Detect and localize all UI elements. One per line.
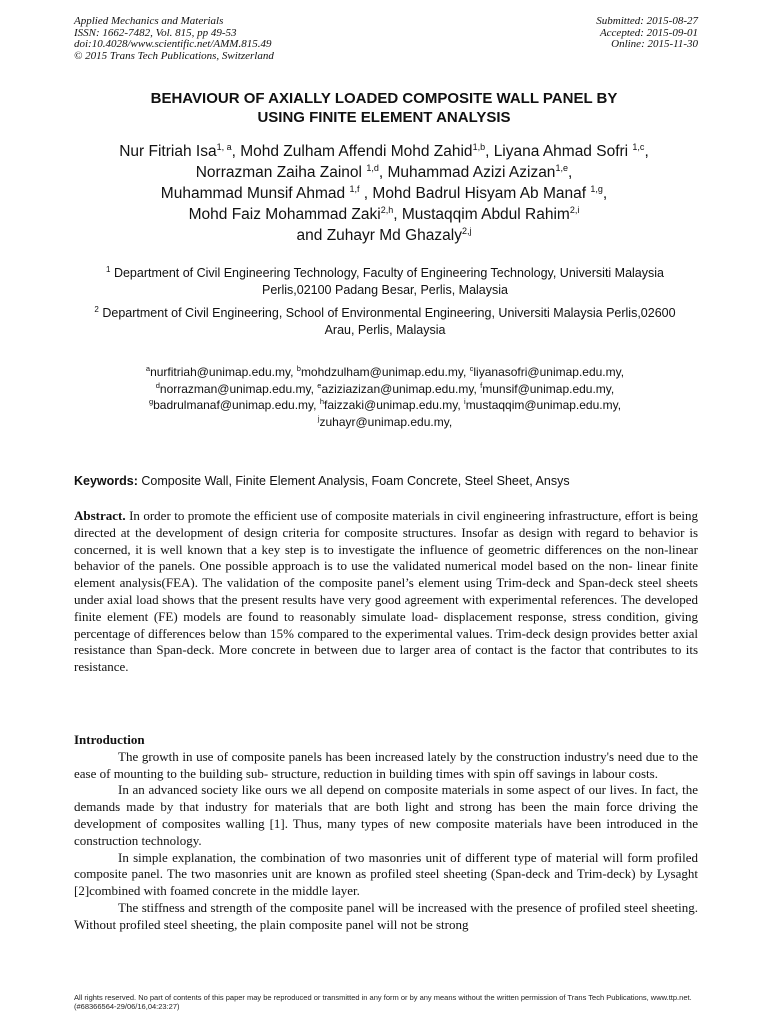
abstract	[74, 508, 698, 676]
email-line-4: $^j$zuhayr@unimap.edu.my,	[317, 413, 453, 429]
author-mark: 1,g	[590, 183, 603, 194]
keywords-label: Keywords:	[74, 474, 138, 488]
online-date: Online: 2015-11-30	[611, 38, 698, 50]
author-list	[60, 141, 708, 246]
email-line-1: $^a$nurfitriah@unimap.edu.my, $^b$mohdzulham@unimap.edu.my, $^c$liyanasofri@unimap.edu.my,	[145, 364, 625, 379]
submitted-date: Submitted: 2015-08-27	[596, 15, 698, 27]
separator: ,	[602, 185, 608, 202]
author-mark: 1,f	[349, 183, 360, 194]
author-name: , Muhammad Azizi Azizan	[378, 164, 556, 181]
introduction-heading: Introduction	[74, 732, 145, 747]
keywords-text: Composite Wall, Finite Element Analysis, Foam Concrete, Steel Sheet, Ansys	[137, 474, 570, 488]
author-line-1	[60, 141, 708, 162]
author-name: Muhammad Munsif Ahmad	[160, 185, 350, 202]
email-list	[90, 364, 680, 430]
affiliation-text: Department of Civil Engineering, School of Environmental Engineering, Universiti Malaysia Perlis,02600 Arau, Perlis, Malaysia	[102, 306, 676, 337]
email-link[interactable]: zuhayr@unimap.edu.my,	[319, 414, 453, 429]
title-line-1: BEHAVIOUR OF AXIALLY LOADED COMPOSITE WALL PANEL BY	[150, 90, 618, 107]
author-name: , Mustaqqim Abdul Rahim	[393, 206, 570, 223]
paragraph: The stiffness and strength of the composite panel will be increased with the presence of profiled steel sheeting. Without profiled steel sheeting, the plain composite panel will not be strong	[74, 899, 698, 932]
author-name: , Mohd Zulham Affendi Mohd Zahid	[231, 143, 473, 160]
author-line-5	[60, 225, 708, 246]
email-line-3: $^g$badrulmanaf@unimap.edu.my, $^h$faizzaki@unimap.edu.my, $^i$mustaqqim@unimap.edu.my,	[148, 397, 622, 412]
paper-title	[74, 89, 694, 127]
abstract-label: Abstract.	[74, 508, 126, 523]
journal-name: Applied Mechanics and Materials	[74, 15, 224, 27]
doi-line: doi:10.4028/www.scientific.net/AMM.815.49	[74, 38, 272, 50]
introduction-section	[74, 732, 698, 934]
affiliation-1	[90, 265, 680, 299]
email-line-2: $^d$norrazman@unimap.edu.my, $^e$aziziazizan@unimap.edu.my, $^f$munsif@unimap.edu.my,	[155, 380, 615, 396]
paragraph: In an advanced society like ours we all depend on composite materials in some aspect of our lives. In fact, the demands made by that industry for materials that are both light and strong has been the main force driving the development of composites walling [1]. Thus, many types of new composite materials have been introduced in the construction technology.	[74, 782, 698, 848]
keywords	[74, 474, 698, 488]
author-name: and Zuhayr Md Ghazaly	[296, 227, 462, 244]
author-line-2	[60, 162, 708, 183]
author-mark: 1,e	[555, 162, 568, 173]
affiliation-mark: 2	[94, 304, 99, 314]
author-mark: 2,j	[461, 225, 472, 236]
affiliation-mark: 1	[106, 264, 111, 274]
separator: ,	[644, 143, 649, 160]
author-line-3	[60, 183, 708, 204]
affiliation-2	[90, 305, 680, 339]
email-link[interactable]: faizzaki@unimap.edu.my,	[324, 398, 465, 412]
abstract-text: In order to promote the efficient use of composite materials in civil engineering infrastructure, effort is being directed at the development of design criteria for composite structures. Insofar as design with regard to behavior is concerned, it is well known that a key step is to investigate the influence of geometric differences on the non-linear behavior of the panels. One possible approach is to use the validated numerical model based on the non- linear finite element analysis(FEA). The validation of the composite panel’s element using Trim-deck and Span-deck steel sheets under axial load shows that the present results have very good agreement with experimental references. The developed finite element (FE) models are found to reasonably simulate load- displacement response, stress condition, giving percentage of differences below than 15% compared to the experimental values. Trim-deck design provides better axial resistance than Span-deck. More concrete in between due to larger area of contact is the factor that contributes to its resistance.	[74, 508, 698, 675]
title-line-2: USING FINITE ELEMENT ANALYSIS	[257, 109, 511, 126]
email-link[interactable]: norrazman@unimap.edu.my,	[159, 381, 318, 396]
author-name: , Liyana Ahmad Sofri	[485, 143, 633, 160]
separator: ,	[567, 164, 573, 181]
author-mark: 1,b	[472, 141, 486, 152]
email-link[interactable]: munsif@unimap.edu.my,	[482, 381, 615, 396]
issn-line: ISSN: 1662-7482, Vol. 815, pp 49-53	[74, 26, 237, 39]
author-mark: 1,c	[632, 141, 645, 152]
email-link[interactable]: mustaqqim@unimap.edu.my,	[465, 398, 622, 412]
email-link[interactable]: aziziazizan@unimap.edu.my,	[321, 381, 481, 396]
author-mark: 1,d	[366, 162, 379, 173]
email-link[interactable]: liyanasofri@unimap.edu.my,	[473, 365, 625, 379]
author-name: , Mohd Badrul Hisyam Ab Manaf	[359, 185, 591, 202]
author-mark: 2,h	[380, 204, 394, 215]
copyright-footer: All rights reserved. No part of contents of this paper may be reproduced or transmitted in any form or by any means without the written permission of Trans Tech Publications, www.ttp.net. (#68366564-29/06/16,04:23:27)	[74, 993, 692, 1011]
email-link[interactable]: mohdzulham@unimap.edu.my,	[300, 365, 470, 379]
accepted-date: Accepted: 2015-09-01	[599, 26, 698, 39]
author-line-4	[60, 204, 708, 225]
paragraph: The growth in use of composite panels has been increased lately by the construction industry's need due to the ease of mounting to the building sub- structure, reduction in building times with spin off savings in labour costs.	[74, 748, 698, 781]
copyright-line: © 2015 Trans Tech Publications, Switzerland	[74, 49, 274, 62]
affiliation-text: Department of Civil Engineering Technology, Faculty of Engineering Technology, Universiti Malaysia Perlis,02100 Padang Besar, Perlis, Malaysia	[113, 266, 664, 297]
author-mark: 1, a	[216, 141, 232, 152]
dates-header	[580, 16, 698, 51]
email-link[interactable]: nurfitriah@unimap.edu.my,	[150, 365, 297, 379]
author-name: Nur Fitriah Isa	[119, 143, 217, 160]
author-name: Mohd Faiz Mohammad Zaki	[188, 206, 381, 223]
journal-header	[74, 16, 274, 62]
paragraph: In simple explanation, the combination of two masonries unit of different type of material will form profiled composite panel. The two masonries unit are known as profiled steel sheeting (Span-deck and Trim-deck) by Lysaght [2]combined with foamed concrete in the middle layer.	[74, 849, 698, 899]
email-link[interactable]: badrulmanaf@unimap.edu.my,	[153, 398, 320, 412]
author-name: Norrazman Zaiha Zainol	[195, 164, 367, 181]
author-mark: 2,i	[569, 204, 580, 215]
